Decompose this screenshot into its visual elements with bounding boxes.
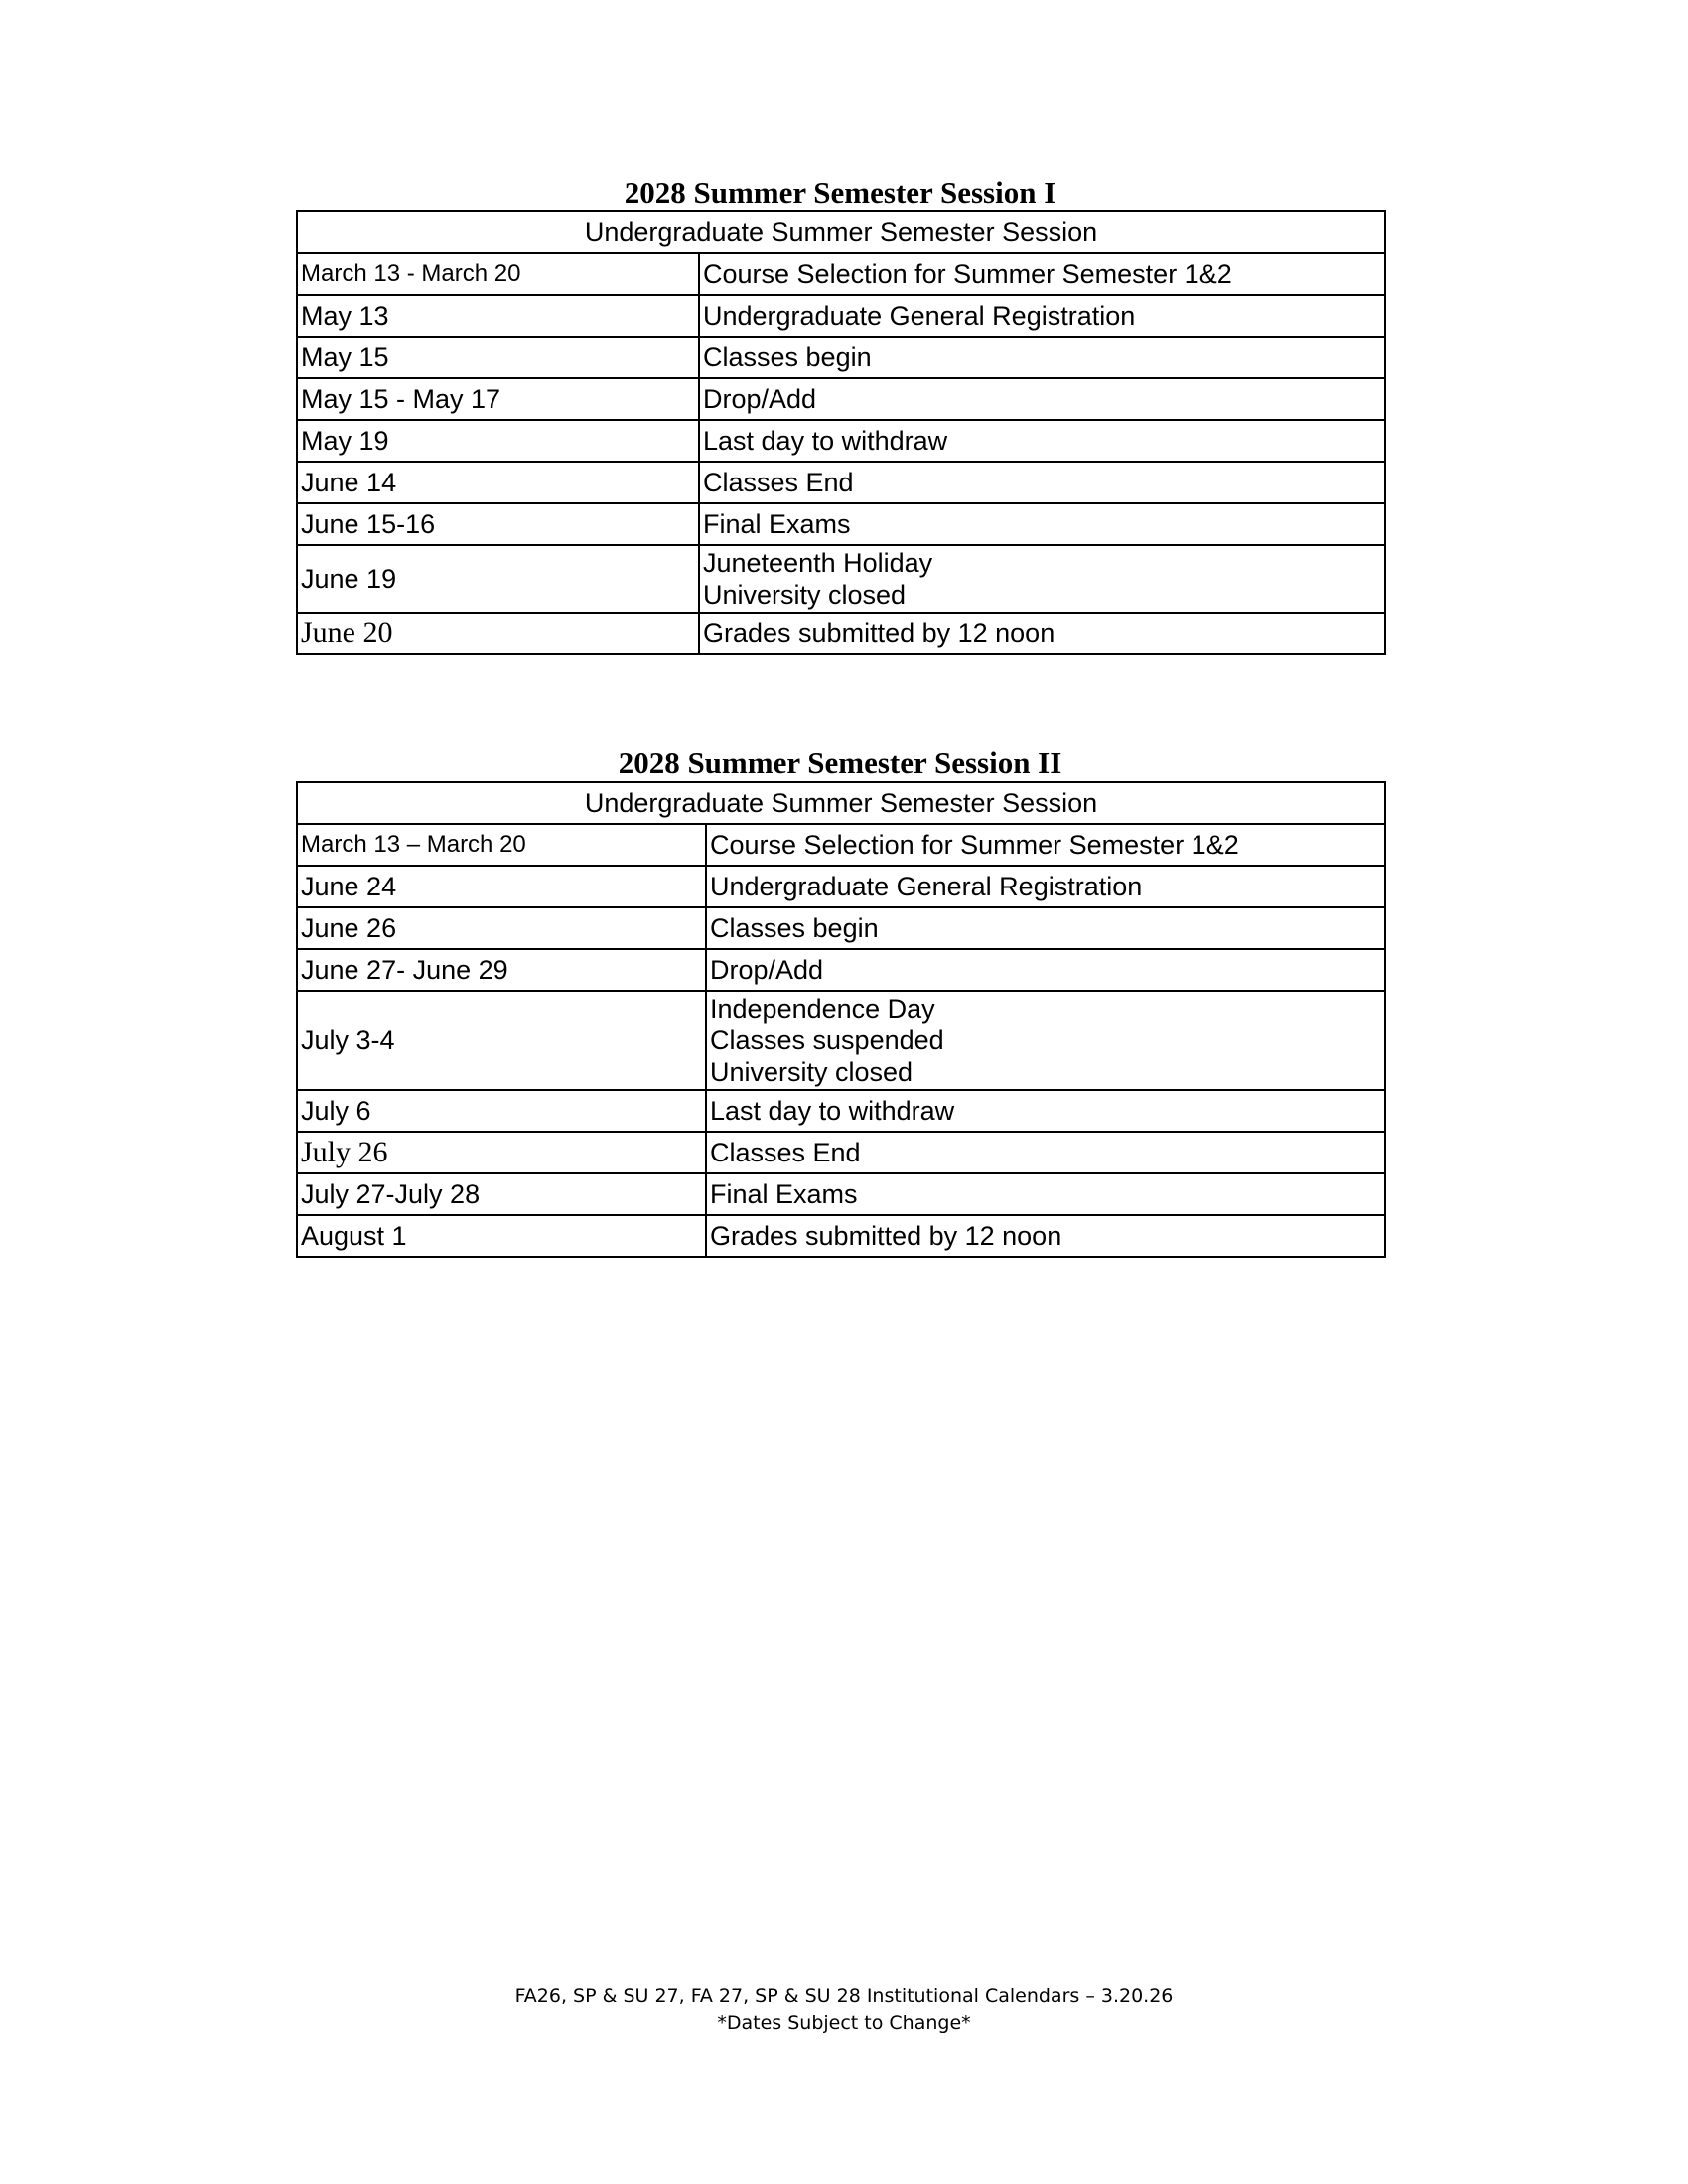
session-2-table <box>296 781 1386 1258</box>
table-row <box>297 907 1385 949</box>
event-cell: Final Exams <box>706 1173 1385 1215</box>
event-cell: Drop/Add <box>706 949 1385 991</box>
event-cell: Undergraduate General Registration <box>699 295 1385 337</box>
table-row <box>297 462 1385 503</box>
table-row <box>297 295 1385 337</box>
table-row <box>297 420 1385 462</box>
event-cell: Grades submitted by 12 noon <box>706 1215 1385 1257</box>
table-row <box>297 991 1385 1090</box>
event-cell: Drop/Add <box>699 378 1385 420</box>
date-cell: June 26 <box>297 907 706 949</box>
event-cell: Last day to withdraw <box>699 420 1385 462</box>
table-header-row <box>297 211 1385 253</box>
table-header: Undergraduate Summer Semester Session <box>297 211 1385 253</box>
event-line: Independence Day <box>710 994 935 1024</box>
date-cell: May 15 - May 17 <box>297 378 699 420</box>
date-cell: March 13 - March 20 <box>297 253 699 295</box>
event-cell: Classes begin <box>699 337 1385 378</box>
table-row <box>297 1215 1385 1257</box>
date-cell: August 1 <box>297 1215 706 1257</box>
event-line: Classes suspended <box>710 1025 944 1055</box>
table-row <box>297 824 1385 866</box>
date-cell: July 3-4 <box>297 991 706 1090</box>
table-row <box>297 545 1385 613</box>
event-line: University closed <box>710 1057 914 1087</box>
table-row <box>297 613 1385 654</box>
date-cell: July 6 <box>297 1090 706 1132</box>
footer-calendar-version: FA26, SP & SU 27, FA 27, SP & SU 28 Institutional Calendars – 3.20.26 <box>514 1985 1174 2007</box>
event-cell: Last day to withdraw <box>706 1090 1385 1132</box>
session-1-section <box>296 175 1384 655</box>
page-footer <box>0 1983 1688 2037</box>
date-cell: July 26 <box>297 1132 706 1173</box>
event-cell: Course Selection for Summer Semester 1&2 <box>699 253 1385 295</box>
date-cell: May 19 <box>297 420 699 462</box>
table-header-row <box>297 782 1385 824</box>
date-cell: June 27- June 29 <box>297 949 706 991</box>
event-cell: Grades submitted by 12 noon <box>699 613 1385 654</box>
event-cell: Course Selection for Summer Semester 1&2 <box>706 824 1385 866</box>
event-cell: Classes begin <box>706 907 1385 949</box>
event-cell <box>706 991 1385 1090</box>
table-header: Undergraduate Summer Semester Session <box>297 782 1385 824</box>
table-row <box>297 1173 1385 1215</box>
date-cell: June 15-16 <box>297 503 699 545</box>
date-cell: May 13 <box>297 295 699 337</box>
table-row <box>297 1090 1385 1132</box>
date-cell: July 27-July 28 <box>297 1173 706 1215</box>
table-row <box>297 337 1385 378</box>
date-cell: June 24 <box>297 866 706 907</box>
table-row <box>297 1132 1385 1173</box>
event-cell: Classes End <box>699 462 1385 503</box>
session-2-section <box>296 746 1384 1258</box>
session-1-title: 2028 Summer Semester Session I <box>624 175 1056 209</box>
date-cell: June 19 <box>297 545 699 613</box>
footer-disclaimer: *Dates Subject to Change* <box>717 2012 971 2034</box>
table-row <box>297 378 1385 420</box>
table-row <box>297 866 1385 907</box>
event-cell: Classes End <box>706 1132 1385 1173</box>
date-cell: June 20 <box>297 613 699 654</box>
event-cell <box>699 545 1385 613</box>
event-line: Juneteenth Holiday <box>703 548 933 578</box>
table-row <box>297 949 1385 991</box>
date-cell: March 13 – March 20 <box>297 824 706 866</box>
table-row <box>297 503 1385 545</box>
session-1-table <box>296 210 1386 655</box>
session-2-title: 2028 Summer Semester Session II <box>618 746 1062 780</box>
event-line: University closed <box>703 580 907 610</box>
date-cell: May 15 <box>297 337 699 378</box>
event-cell: Final Exams <box>699 503 1385 545</box>
event-cell: Undergraduate General Registration <box>706 866 1385 907</box>
table-row <box>297 253 1385 295</box>
date-cell: June 14 <box>297 462 699 503</box>
